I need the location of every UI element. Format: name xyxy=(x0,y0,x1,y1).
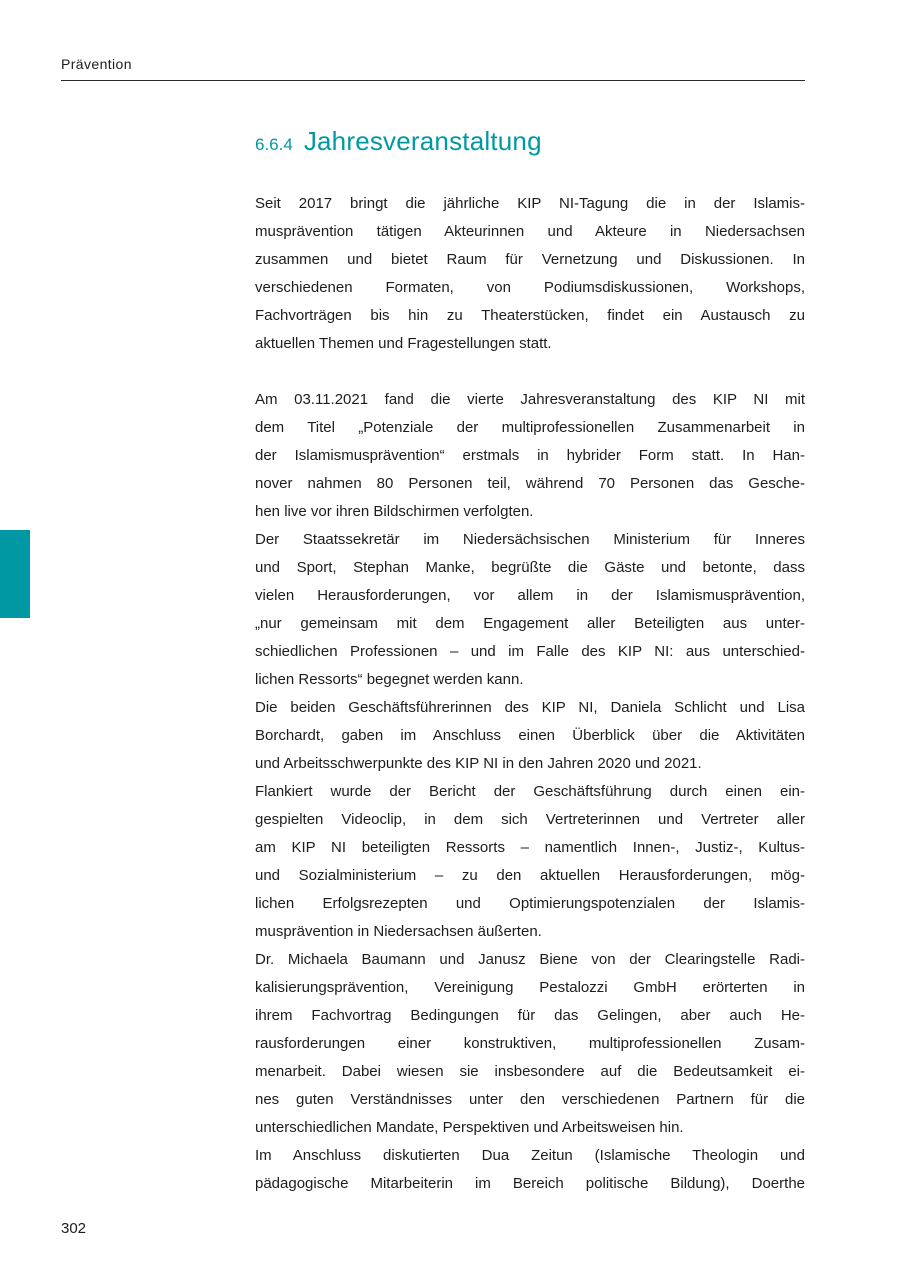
text-line: Am 03.11.2021 fand die vierte Jahresveranstaltung des KIP NI mit xyxy=(255,391,805,408)
text-line: rausforderungen einer konstruktiven, multiprofessionellen Zusam- xyxy=(255,1035,805,1052)
page-number: 302 xyxy=(61,1220,87,1237)
text-line: gespielten Videoclip, in dem sich Vertreterinnen und Vertreter aller xyxy=(255,811,805,828)
paragraph xyxy=(255,386,805,526)
text-line: ihrem Fachvortrag Bedingungen für das Gelingen, aber auch He- xyxy=(255,1007,805,1024)
text-line: am KIP NI beteiligten Ressorts – namentlich Innen-, Justiz-, Kultus- xyxy=(255,839,805,856)
header-rule xyxy=(61,80,805,81)
text-line: Der Staatssekretär im Niedersächsischen Ministerium für Inneres xyxy=(255,531,805,548)
text-line: schiedlichen Professionen – und im Falle des KIP NI: aus unterschied- xyxy=(255,643,805,660)
paragraph xyxy=(255,190,805,358)
text-line: verschiedenen Formaten, von Podiumsdiskussionen, Workshops, xyxy=(255,279,805,296)
text-line: unterschiedlichen Mandate, Perspektiven und Arbeitsweisen hin. xyxy=(255,1119,684,1136)
text-line: nes guten Verständnisses unter den verschiedenen Partnern für die xyxy=(255,1091,805,1108)
paragraph xyxy=(255,694,805,778)
text-line: Flankiert wurde der Bericht der Geschäftsführung durch einen ein- xyxy=(255,783,805,800)
text-line: Seit 2017 bringt die jährliche KIP NI-Tagung die in der Islamis- xyxy=(255,195,805,212)
text-line: und Sport, Stephan Manke, begrüßte die Gäste und betonte, dass xyxy=(255,559,805,576)
text-line: und Arbeitsschwerpunkte des KIP NI in den Jahren 2020 und 2021. xyxy=(255,755,702,772)
text-line: vielen Herausforderungen, vor allem in der Islamismusprävention, xyxy=(255,587,805,604)
text-line: zusammen und bietet Raum für Vernetzung und Diskussionen. In xyxy=(255,251,805,268)
text-line: menarbeit. Dabei wiesen sie insbesondere auf die Bedeutsamkeit ei- xyxy=(255,1063,805,1080)
text-line: musprävention tätigen Akteurinnen und Akteure in Niedersachsen xyxy=(255,223,805,240)
section-number: 6.6.4 xyxy=(255,135,293,154)
text-line: der Islamismusprävention“ erstmals in hybrider Form statt. In Han- xyxy=(255,447,805,464)
text-line: musprävention in Niedersachsen äußerten. xyxy=(255,923,542,940)
text-line: kalisierungsprävention, Vereinigung Pestalozzi GmbH erörterten in xyxy=(255,979,805,996)
text-line: Dr. Michaela Baumann und Janusz Biene von der Clearingstelle Radi- xyxy=(255,951,805,968)
paragraph xyxy=(255,1142,805,1198)
paragraph xyxy=(255,526,805,694)
text-line: Die beiden Geschäftsführerinnen des KIP NI, Daniela Schlicht und Lisa xyxy=(255,699,805,716)
text-line: lichen Erfolgsrezepten und Optimierungspotenzialen der Islamis- xyxy=(255,895,805,912)
content-column xyxy=(255,124,805,1198)
text-line: pädagogische Mitarbeiterin im Bereich politische Bildung), Doerthe xyxy=(255,1175,805,1192)
text-line: hen live vor ihren Bildschirmen verfolgten. xyxy=(255,503,534,520)
text-line: aktuellen Themen und Fragestellungen statt. xyxy=(255,335,552,352)
text-line: lichen Ressorts“ begegnet werden kann. xyxy=(255,671,524,688)
text-line: nover nahmen 80 Personen teil, während 70 Personen das Gesche- xyxy=(255,475,805,492)
paragraph xyxy=(255,946,805,1142)
paragraph xyxy=(255,778,805,946)
text-line: Im Anschluss diskutierten Dua Zeitun (Islamische Theologin und xyxy=(255,1147,805,1164)
body-text xyxy=(255,190,805,1198)
section-edge-marker xyxy=(0,530,30,618)
text-line: Fachvorträgen bis hin zu Theaterstücken, findet ein Austausch zu xyxy=(255,307,805,324)
text-line: und Sozialministerium – zu den aktuellen Herausforderungen, mög- xyxy=(255,867,805,884)
section-title: Jahresveranstaltung xyxy=(303,126,542,156)
text-line: „nur gemeinsam mit dem Engagement aller Beteiligten aus unter- xyxy=(255,615,805,632)
text-line: dem Titel „Potenziale der multiprofessionellen Zusammenarbeit in xyxy=(255,419,805,436)
running-header: Prävention xyxy=(61,56,132,72)
section-heading xyxy=(255,124,805,158)
text-line: Borchardt, gaben im Anschluss einen Überblick über die Aktivitäten xyxy=(255,727,805,744)
